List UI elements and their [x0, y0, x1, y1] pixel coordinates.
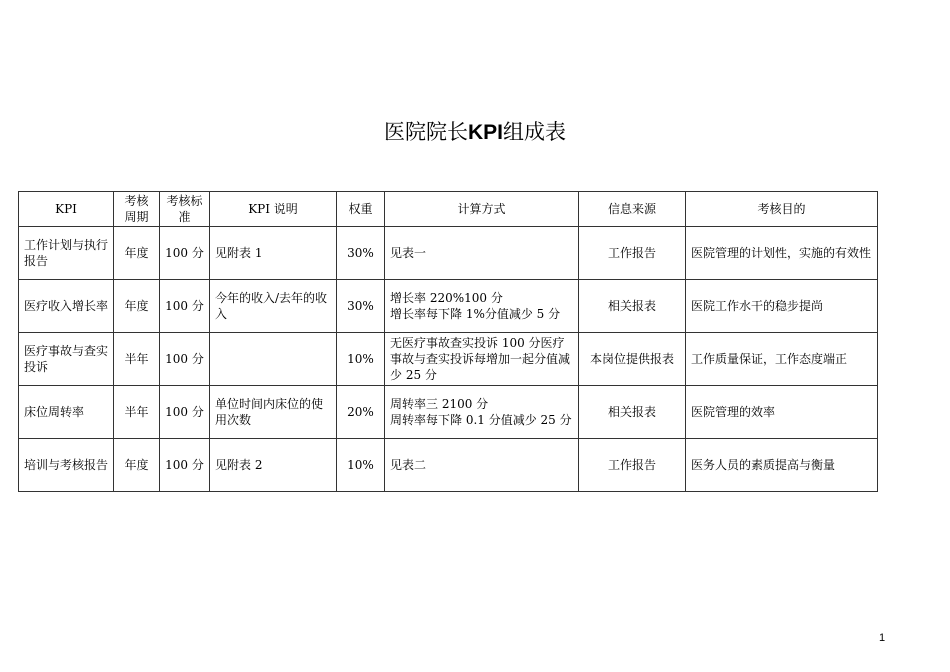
cell-period: 半年 — [114, 386, 160, 439]
cell-desc — [210, 333, 337, 386]
cell-standard: 100 分 — [160, 333, 210, 386]
cell-weight: 30% — [337, 227, 385, 280]
cell-weight: 30% — [337, 280, 385, 333]
kpi-table — [18, 191, 878, 492]
header-kpi: KPI — [19, 192, 114, 227]
cell-standard: 100 分 — [160, 280, 210, 333]
cell-calc: 增长率 220%100 分 增长率每下降 1%分值减少 5 分 — [385, 280, 579, 333]
cell-calc: 周转率三 2100 分 周转率每下降 0.1 分值减少 25 分 — [385, 386, 579, 439]
title-kpi: KPI — [467, 121, 503, 144]
cell-period: 年度 — [114, 439, 160, 492]
header-purpose: 考核目的 — [686, 192, 878, 227]
cell-period: 半年 — [114, 333, 160, 386]
table-header-row — [19, 192, 878, 227]
cell-kpi: 床位周转率 — [19, 386, 114, 439]
header-weight: 权重 — [337, 192, 385, 227]
cell-standard: 100 分 — [160, 439, 210, 492]
cell-purpose: 工作质量保证，工作态度端正 — [686, 333, 878, 386]
cell-desc: 见附表 1 — [210, 227, 337, 280]
table-row — [19, 439, 878, 492]
cell-weight: 10% — [337, 439, 385, 492]
cell-purpose: 医院管理的效率 — [686, 386, 878, 439]
cell-kpi: 医疗收入增长率 — [19, 280, 114, 333]
table-row — [19, 333, 878, 386]
header-standard: 考核标准 — [160, 192, 210, 227]
table-row — [19, 280, 878, 333]
title-suffix: 组成表 — [503, 120, 566, 144]
title-prefix: 医院院长 — [383, 120, 468, 144]
cell-standard: 100 分 — [160, 386, 210, 439]
header-desc: KPI 说明 — [210, 192, 337, 227]
header-calc: 计算方式 — [385, 192, 579, 227]
page-number: 1 — [878, 632, 886, 644]
cell-desc: 单位时间内床位的使用次数 — [210, 386, 337, 439]
cell-kpi: 医疗事故与查实投诉 — [19, 333, 114, 386]
cell-desc: 见附表 2 — [210, 439, 337, 492]
cell-source: 相关报表 — [579, 386, 686, 439]
cell-purpose: 医务人员的素质提高与衡量 — [686, 439, 878, 492]
table-row — [19, 386, 878, 439]
cell-standard: 100 分 — [160, 227, 210, 280]
cell-calc: 见表一 — [385, 227, 579, 280]
cell-period: 年度 — [114, 280, 160, 333]
table-row — [19, 227, 878, 280]
cell-calc: 见表二 — [385, 439, 579, 492]
cell-purpose: 医院工作水干的稳步提尚 — [686, 280, 878, 333]
cell-period: 年度 — [114, 227, 160, 280]
page-title — [0, 118, 950, 147]
cell-source: 工作报告 — [579, 227, 686, 280]
header-period: 考核周期 — [114, 192, 160, 227]
cell-source: 相关报表 — [579, 280, 686, 333]
cell-purpose: 医院管理的计划性，实施的有效性 — [686, 227, 878, 280]
cell-desc: 今年的收入/去年的收入 — [210, 280, 337, 333]
cell-kpi: 工作计划与执行报告 — [19, 227, 114, 280]
cell-weight: 10% — [337, 333, 385, 386]
header-source: 信息来源 — [579, 192, 686, 227]
cell-source: 本岗位提供报表 — [579, 333, 686, 386]
cell-source: 工作报告 — [579, 439, 686, 492]
cell-kpi: 培训与考核报告 — [19, 439, 114, 492]
cell-weight: 20% — [337, 386, 385, 439]
cell-calc: 无医疗事故查实投诉 100 分医疗事故与查实投诉每增加一起分值减少 25 分 — [385, 333, 579, 386]
